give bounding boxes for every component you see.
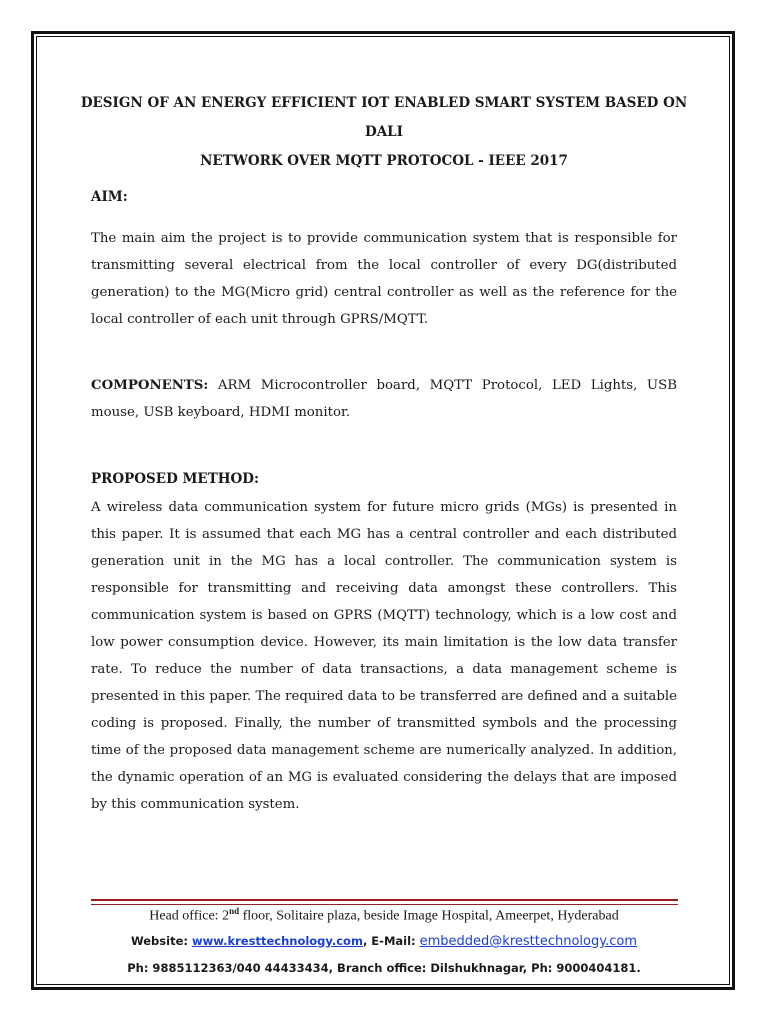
components-text: ARM Microcontroller board, MQTT Protocol, LED Lights, USB mouse, USB keyboard, HDMI monitor.	[91, 378, 677, 420]
proposed-method-heading: PROPOSED METHOD:	[91, 471, 259, 487]
footer-head-office	[60, 906, 708, 925]
head-office-sup: nd	[229, 906, 240, 916]
footer-rule-thin	[91, 904, 678, 905]
footer-contact	[60, 934, 708, 949]
email-label: , E-Mail:	[362, 934, 420, 948]
footer-rule-thick	[91, 899, 678, 901]
aim-heading: AIM:	[91, 189, 128, 205]
components-paragraph	[91, 372, 677, 426]
head-office-prefix: Head office: 2	[149, 908, 230, 924]
components-label: COMPONENTS:	[91, 378, 209, 393]
website-link[interactable]: www.kresttechnology.com	[191, 934, 363, 948]
aim-paragraph: The main aim the project is to provide communication system that is responsible for transmitting several electrical from the local controller of every DG(distributed generation) to the MG(Micro grid) central controller as well as the reference for the local controller of each unit through GPRS/MQTT.	[91, 231, 677, 327]
footer-phone: Ph: 9885112363/040 44433434, Branch office: Dilshukhnagar, Ph: 9000404181.	[127, 961, 641, 975]
website-label: Website:	[130, 934, 192, 948]
title-line-2: NETWORK OVER MQTT PROTOCOL - IEEE 2017	[200, 153, 568, 169]
title-line-1: DESIGN OF AN ENERGY EFFICIENT IOT ENABLED SMART SYSTEM BASED ON DALI	[80, 95, 688, 140]
head-office-suffix: floor, Solitaire plaza, beside Image Hospital, Ameerpet, Hyderabad	[239, 908, 619, 924]
proposed-method-paragraph: A wireless data communication system for future micro grids (MGs) is presented in this paper. It is assumed that each MG has a central controller and each distributed generation unit in the MG has a local controller. The communication system is responsible for transmitting and receiving data amongst these controllers. This communication system is based on GPRS (MQTT) technology, which is a low cost and low power consumption device. However, its main limitation is the low data transfer rate. To reduce the number of data transactions, a data management scheme is presented in this paper. The required data to be transferred are defined and a suitable coding is proposed. Finally, the number of transmitted symbols and the processing time of the proposed data management scheme are numerically analyzed. In addition, the dynamic operation of an MG is evaluated considering the delays that are imposed by this communication system.	[91, 500, 677, 812]
document-title	[60, 89, 708, 176]
email-link[interactable]: embedded@kresttechnology.com	[419, 934, 637, 949]
